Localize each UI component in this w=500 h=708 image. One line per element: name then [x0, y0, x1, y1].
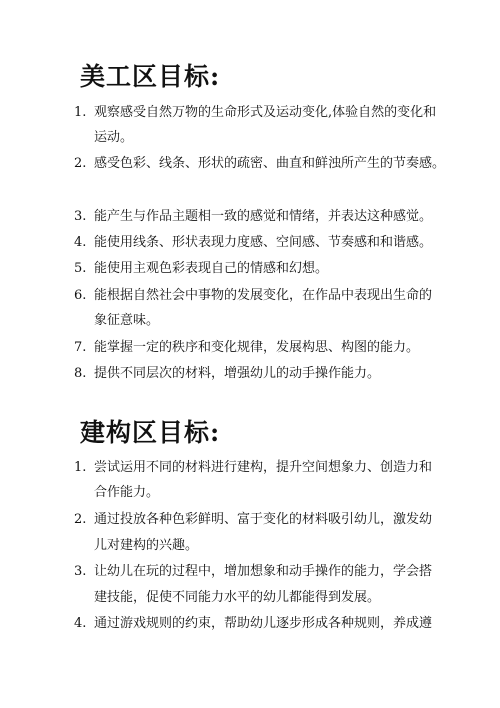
item-text: 提供不同层次的材料，增强幼儿的动手操作能力。	[94, 366, 381, 381]
item-number: 3.	[74, 564, 87, 579]
item-text: 尝试运用不同的材料进行建构，提升空间想象力、创造力和	[94, 460, 433, 475]
item-text-continued: 运动。	[94, 130, 134, 145]
list-item	[74, 287, 432, 305]
list-item	[74, 260, 328, 278]
item-text: 观察感受自然万物的生命形式及运动变化,体验自然的变化和	[94, 105, 437, 120]
list-item	[74, 104, 436, 122]
item-number: 1.	[74, 460, 87, 475]
list-item	[74, 365, 380, 383]
list-item	[74, 339, 419, 357]
list-item	[74, 563, 432, 581]
item-number: 5.	[74, 261, 87, 276]
item-number: 2.	[74, 512, 87, 527]
list-item	[74, 208, 432, 226]
item-number: 4.	[74, 616, 87, 631]
item-number: 2.	[74, 156, 87, 171]
item-text-continued: 象征意味。	[94, 313, 160, 328]
list-item	[74, 155, 445, 173]
item-number: 1.	[74, 105, 87, 120]
item-text: 通过投放各种色彩鲜明、富于变化的材料吸引幼儿，激发幼	[94, 512, 433, 527]
list-item	[74, 615, 432, 633]
item-text-continued: 儿对建构的兴趣。	[94, 538, 199, 553]
item-number: 3.	[74, 209, 87, 224]
list-item	[74, 511, 432, 529]
item-number: 6.	[74, 288, 87, 303]
item-text: 让幼儿在玩的过程中，增加想象和动手操作的能力，学会搭	[94, 564, 433, 579]
item-text: 通过游戏规则的约束，帮助幼儿逐步形成各种规则，养成遵	[94, 616, 433, 631]
item-text-continued: 合作能力。	[94, 485, 160, 500]
item-text: 感受色彩、线条、形状的疏密、曲直和鲜浊所产生的节奏感。	[94, 156, 446, 171]
item-number: 8.	[74, 366, 87, 381]
list-item	[74, 234, 432, 252]
list-item	[74, 459, 432, 477]
item-number: 7.	[74, 340, 87, 355]
item-text-continued: 建技能，促使不同能力水平的幼儿都能得到发展。	[94, 590, 381, 605]
section-title-construction: 建构区目标:	[80, 418, 221, 447]
item-text: 能使用线条、形状表现力度感、空间感、节奏感和和谐感。	[94, 235, 433, 250]
item-text: 能使用主观色彩表现自己的情感和幻想。	[94, 261, 329, 276]
item-number: 4.	[74, 235, 87, 250]
item-text: 能掌握一定的秩序和变化规律，发展构思、构图的能力。	[94, 340, 420, 355]
item-text: 能产生与作品主题相一致的感觉和情绪，并表达这种感觉。	[94, 209, 433, 224]
item-text: 能根据自然社会中事物的发展变化，在作品中表现出生命的	[94, 288, 433, 303]
section-title-art: 美工区目标:	[80, 62, 221, 91]
